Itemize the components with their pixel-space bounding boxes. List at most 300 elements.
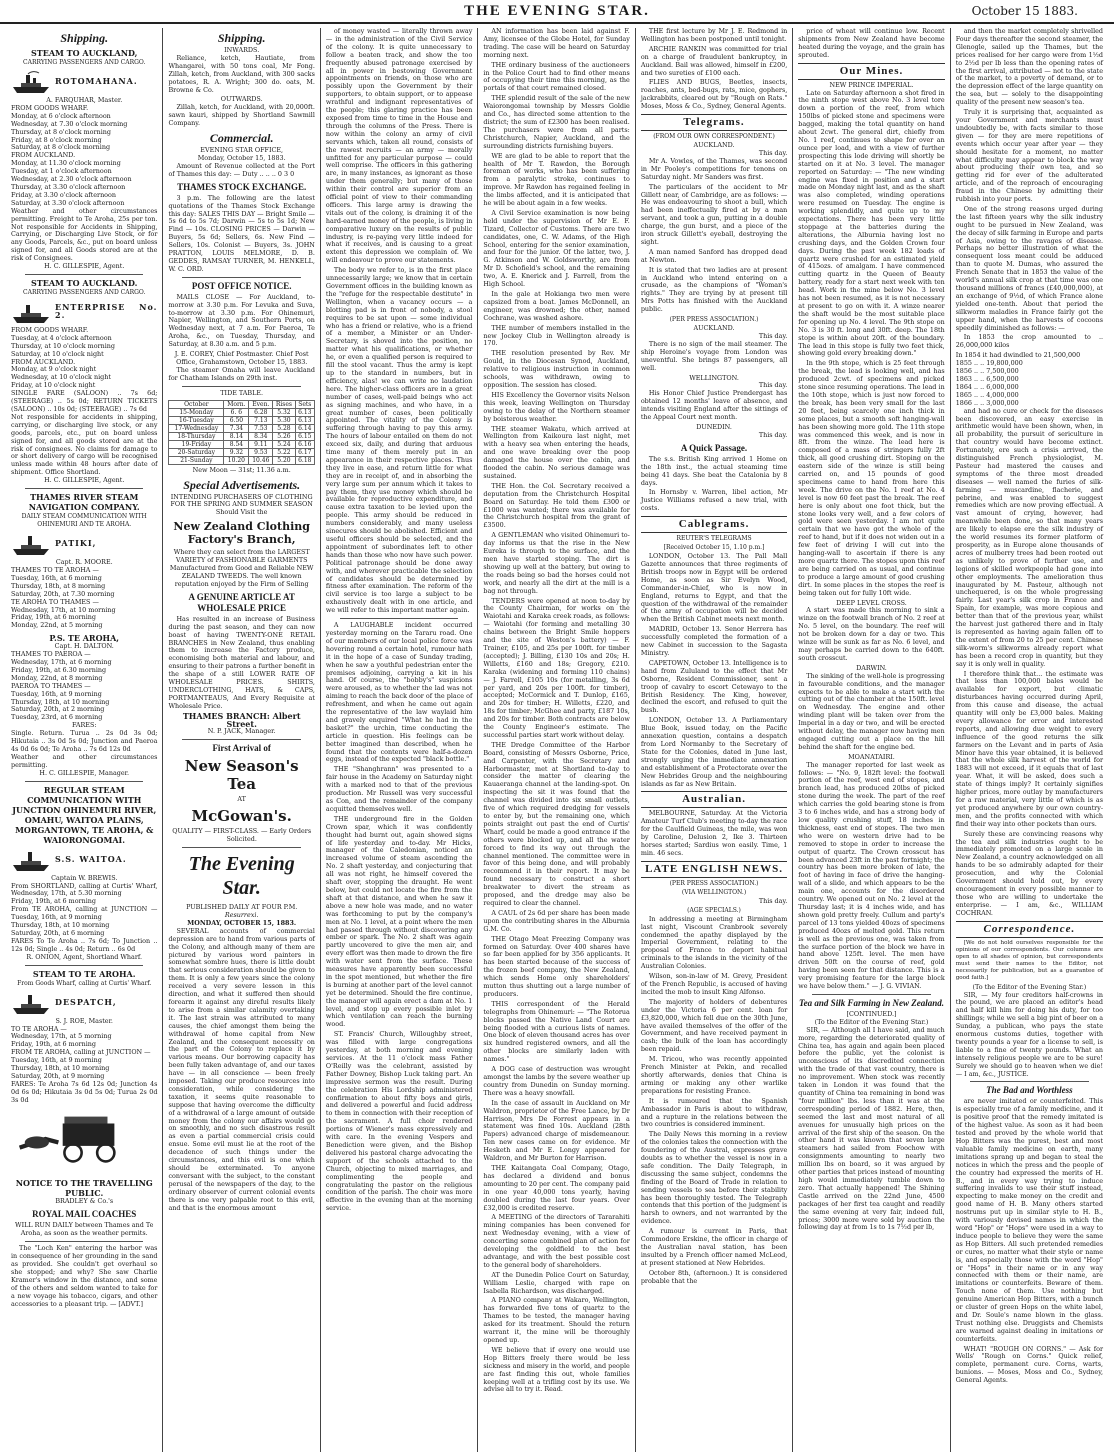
crop-row: 1864 .. .. 6,000,000: [955, 382, 1019, 391]
news-item: THE splendid result of the sale of the new Waiorongomai township by Messrs Goldie and Co., has directed some attention to the district; the sum of £2300 has been realised. The purchasers were from all parts: Christchurch, Napier, Auckland, and the surrounding districts furnishing buyers.: [483, 94, 630, 150]
tea-first: First Arrival of: [212, 743, 271, 754]
paper-motto: Resurrexi.: [224, 911, 259, 919]
ship-subtitle: From Goods Wharf, calling at Curtis' Wharf.: [17, 979, 152, 987]
vessel-master: Capt. H. DALTON.: [54, 642, 114, 651]
letter-continued: Truly it is surprising that, acquainted as your Government and merchants must undoubtedly be, with facts similar to those given — for they are mere repetitions of events which occur year after year — they should hesitate for a moment, no matter what difficulty may appear to block the way about producing their own tea, and so getting rid for ever of the adulterated article, and of the reproach of encouraging fraud in the Chinese by admitting their rubbish into your ports.: [955, 108, 1104, 204]
ship-agent: H. C. GILLESPIE, Agent.: [44, 262, 125, 271]
fares: Single. Return. Turua .. 2s 0d 3s 0d; Hikutaia .. 3s 0d 5s 0d; Junction and Paeroa 4s 0d 6s 0d; Te Aroha .. 7s 6d 12s 0d: [11, 729, 158, 753]
schedule-line: Friday, 19th, at 6.30 morning: [11, 665, 107, 674]
schedule-line: Saturday, at 10 o'clock night: [11, 349, 104, 358]
mail-coach-icon: [11, 1109, 157, 1169]
table-row: [169, 440, 314, 448]
australian-item: MELBOURNE, Saturday. At the Victoria Amateur Turf Club's meeting to-day the race for the Caulfield Guineas, the mile, was won by Caroline, Delusion 2, Ike 3. Thirteen horses started; Sardius won easily. Time, 1 min. 46 secs.: [640, 809, 788, 857]
schedule-line: Friday, at 10 o'clock night: [11, 381, 96, 390]
schedule-line: Monday, 22nd, at 8 morning: [11, 673, 103, 682]
schedule-line: Wednesday, at 2.30 o'clock afternoon: [11, 175, 132, 184]
news-item: In the case of assault in Auckland on Mr Waldron, proprietor of the Free Lance, by Dr Harrison, Mrs De Forrest appears in a statement was fined 10s. Auckland (28th Papers) advanced charge of misdemeanour. Ten new cases came on for evidence. Mr Hesketh and Mr E. Longy appeared for Waldron, and Mr Burton for Harrison.: [483, 1098, 630, 1163]
schedule-line: PAEROA TO THAMES —: [11, 681, 91, 690]
tide-cell: 18-Thursday: [169, 432, 224, 440]
post-sign: J. E. COREY, Chief Postmaster. Chief Post Office, Grahamstown, October 15, 1883.: [174, 350, 309, 366]
editorial-continued: of money wasted — literally thrown away — in the administration of the Civil Service of the colony. It is quite unnecessary to follow a beaten track, and show the too frequently abused patronage exercised by all in power in bestowing Government appointments on friends, on those who are possibly upon the Government by their supporters, to obtain support, or to appease wrathful and indignant representatives of the people; this glaring practice has been exposed from time to time in the House and through the columns of the Press. There is now within the colony an army of civil servants which, taken all round, consists of the rawest recruits — an army — morally unfitted for any particular purpose — could well comprise. The officers in this gathering are, in many instances, as ignorant as those under them generally; but many of those within their control are superior from an official point of view to their commanding officers. This large army is drawing the vitals out of the colony, is draining it of the hard-earned money of the people, is living in comparative luxury on the results of public industry, is re-paying very little indeed for what it receives, and is causing to a great extent this depression we complain of. We will endeavour to prove our statements.: [325, 28, 473, 265]
tide-cell: 19-Friday: [169, 440, 224, 448]
advertisement-story: The "Loch Ken" entering the harbor was in consequence of her grounding in the sand as provided. She couldn't get overhaul so she stopped; and why? She saw Charlie Kramer's window in the distance, and some of the others and seldom wanted to take for a new voyage his tobacco, cigars, and other accessories to a pleasant trip. — [ADVT.]: [11, 1244, 158, 1308]
dateline-day: This day.: [758, 381, 788, 390]
our-mines-header: Our Mines.: [798, 63, 944, 80]
telegrams-header: Telegrams.: [641, 114, 787, 131]
dateline-day: This day.: [758, 896, 788, 905]
fares: FARES To Te Aroha .. 7s 6d; To Junction .. 12s 0d; Single .. 4s 0d; Return .. 6s 0d: [11, 936, 158, 953]
schedule-line: Friday, at 8 o'clock morning: [11, 135, 102, 144]
column-1: [6, 28, 163, 1452]
news-item: THE steamer Wakatu, which arrived at Wellington from Kaikoura last night, met with a heavy sea when entering the heads, and one wave breaking over the poop damaged the house over the cabin, and flooded the cabin. No serious damage was sustained.: [483, 424, 630, 480]
ad-body2: Has resulted in an increase of Business during the past season, and they can now boast of having TWENTY-ONE RETAIL BRANCHES in New Zealand, thus enabling them to increase the Factory produce, economising both material and labour, and ensuring to their patrons a further benefit in the shape of a still LOWER RATE OF WHOLESALE PRICES. SHIRTS, UNDERCLOTHING, HATS, & CAPS, PORTMANTEAUS, And Every Requisite at Wholesale Price.: [168, 614, 315, 710]
tide-header-cell: Sets: [295, 400, 314, 408]
news-item: THE Hon. the Col. Secretary received a deputation from the Christchurch Hospital Board on Saturday. He told them £300 or £1000 was wanted; there was available for the Christchurch hospital from the grant of £3500.: [483, 481, 630, 530]
column-6: [793, 28, 950, 1452]
schedule-line: Wednesday, 17th, at 10 morning: [11, 605, 116, 614]
outwards-title: OUTWARDS.: [220, 95, 263, 104]
via-wellington: (VIA WELLINGTON.): [681, 888, 747, 896]
news-item: TENDERS were opened at noon to-day by the County Chairman, for works on the Waiotahi and Karaka creek roads, as follows: — Waiotahi (for forming and metalling 30 chains between the Bright Smile hoppers and the site of Weston's battery) — F. Trainer, £105, and 25s per 100ft. for timber (accepted); J. Billing, £130 10s and 20s; H. Willetts, £160 and 18s; Gregory, £210. Karaka (widening and forming 110 chains) — J. Farrell, £105 10s (for metalling, 3s 6d per yard, and 20s per 100ft. for timber), accepted; McCormick and T. Dunlop, £165, and 20s for timber; H. Willetts, £220, and 18s for timber; McGhee and party, £187 10s, and 20s for timber. Both contracts are below the County Engineer's estimate. The successful parties start work without delay.: [483, 596, 630, 739]
coach-name: ROYAL MAIL COACHES: [32, 1209, 137, 1220]
telegram-item: Mr A. Vowles, of the Thames, was second in Mr Pooley's competitions for tenons on Saturday night. Mr Sanders was first.: [640, 156, 788, 181]
news-item: THE Kaitangata Coal Company, Otago, has declared a dividend and bonus amounting to 20 per cent. The company paid in one year 40,000 tons yearly, having doubled during the last four years. Over £32,000 is credited reserve.: [483, 1163, 630, 1212]
schedule-line: Tuesday, 16th, at 9 morning: [11, 689, 102, 698]
schedule-line: Thursday, 18th, at 10 morning: [11, 697, 110, 706]
shipping-header: Shipping.: [217, 31, 266, 45]
correspondence-note: [We do not hold ourselves responsible for the opinions of our correspondents. Our columns are open to all shades of opinion, but correspondents must send their names to the Editor, not necessarily for publication, but as a guarantee of good faith.]: [955, 939, 1104, 981]
table-row: [169, 448, 314, 456]
tide-cell: 7.13: [249, 416, 273, 424]
schedule-line: Friday, 19th, at 6 morning: [11, 897, 96, 906]
schedule-line: Thursday, at 3.30 o'clock afternoon: [11, 182, 126, 191]
news-item: A GENTLEMAN who visited Ohinemuri to-day informs us that the rise in the New Eureka is through to the surface, and the men have started stoping. The dirt is showing up well at the battery, but owing to the roads being so bad the horses could not work, and nearly all the dirt at the mill is a bag not through.: [483, 531, 630, 595]
vessel-block: [11, 69, 157, 95]
schedule: [11, 105, 157, 208]
dateline: WELLINGTON.: [689, 373, 739, 382]
vessel-name: ROTOMAHANA.: [55, 76, 138, 87]
schedule-line: Friday, 19th, at 6 morning: [11, 1040, 96, 1049]
mine-report: The sinking of the well-hole is progressing in favourable conditions, and the manager expects to be able to make a start with the cutting out of the chamber at the 150ft. level on Wednesday. The engine and other winding plant will be taken over from the Imperial in a day or two, and will be erected without delay, the manager now having men engaged cutting out a place on the hill behind the shaft for the engine bed.: [798, 671, 945, 751]
schedule-line: Saturday, at 3.30 o'clock afternoon: [11, 198, 125, 207]
schedule-line: THAMES TO TE AROHA —: [11, 565, 99, 574]
schedule: [11, 651, 157, 722]
tide-cell: 8.14: [224, 432, 249, 440]
news-item: AN information has been laid against F. Amy, licensee of the Globe Hotel, for Sunday trading. The case will be heard on Saturday morning next.: [483, 28, 630, 59]
ship-agent: H. C. GILLESPIE, Agent.: [44, 476, 125, 485]
masthead: [0, 0, 1114, 24]
crop-row: 1865 .. .. 4,000,000: [955, 390, 1019, 399]
notice-sub: BRADLEY & Co.'s: [55, 1197, 114, 1206]
news-item: A PIANO company at Wakaro, Wellington, has forwarded five tons of quartz to the Thames to be tested, the manager having asked for its treatment. Should the return warrant it, the mine will be thoroughly opened up.: [483, 1296, 630, 1344]
ad-branch: THAMES BRANCH: Albert Street.: [182, 710, 301, 729]
tea-name: New Season's Tea: [184, 757, 299, 794]
crop-row: In 1854 it had dwindled to 21,500,000: [955, 351, 1081, 360]
tide-cell: 5.32: [273, 408, 296, 416]
outwards-text: Zillah, ketch, for Auckland, with 20,000ft. sawn kauri, shipped by Shortland Sawmill Company.: [168, 103, 315, 128]
letter-continued: Surely these are convincing reasons why the tea and silk industries ought to be immediately promoted on a large scale in New Zealand, a country acknowledged on all hands to be so admirably adapted for their prosecution, and why the Colonial Government should hold out, by every encouragement in every possible manner to those who are willing to undertake the enterprise. — I am, &c., WILLIAM COCHRAN.: [955, 829, 1104, 917]
steamship-icon: [11, 299, 51, 325]
schedule-line: Friday, at 3.30 o'clock afternoon: [11, 190, 116, 199]
inwards-text: Reliance, ketch, Hautiate, from Whangarei, with 50 tons coal, Mr Fong. Zillah, ketch, from Auckland, with 300 sacks potatoes, R. A. Wright; 300 do. oats, M. Browne & Co.: [168, 53, 315, 94]
schedule-line: Tuesday, 23rd, at 6 morning: [11, 713, 103, 722]
vessel-block: [11, 990, 157, 1016]
schedule-line: Saturday, 20th, at 9 morning: [11, 1071, 105, 1080]
telegram-item: The particulars of the accident to Mr Gillett near, of Cambridge, are as follows: — He was endeavouring to shoot a bull, which had been ineffectually fired at by a man servant, and took a gun, putting in a double charge, the gun burst, and a piece of the iron struck Gillett's eyeball, destroying the sight.: [640, 182, 788, 246]
news-item: ARCHIE RANKIN was committed for trial on a charge of fraudulent bankruptcy, in Auckland. Bail was allowed, himself in £200, and two sureties of £100 each.: [640, 44, 788, 77]
dateline: AUCKLAND.: [693, 141, 735, 150]
tide-table: [168, 400, 314, 465]
late-news-header: LATE ENGLISH NEWS.: [641, 861, 787, 878]
tide-cell: 8.54: [224, 440, 249, 448]
editorial: SEVERAL accounts of commercial depression are to hand from various parts of the Colony, and although many of them are pictured by various word painters in somewhat sombre hues, there is little doubt that serious consideration should be given to them. It is only a few years since the colony received a very severe lesson in this direction, and what it suffered then should forearm it against any direful results likely to arise from a similar calamity overtaking it. The last strain was attributed to many causes, the chief amongst them being the withdrawal of home capital from New Zealand, and the consequent necessity on the part of the Colony to replace it by various means. Our borrowing capacity has been fully taken advantage of, and our taxes have — in all conscience — been freely imposed. Taking our produce resources into consideration, while considering the taxation, it seems quite reasonable to suppose that having overcome the difficulty of a withdrawal of a large amount of outside money from the colony our affairs would go on smoothly, and no such disastrous result as even a partial commercial crisis could ensue. Some evil must lie at the root of the decadence of such things under the circumstances, and this evil is one which should be exterminated. To anyone conversant with the subject, to the constant perusal of the newspapers of the day, to the ordinary observer of current colonial events there is one very palpable root to this evil, and that is the enormous amount: [168, 926, 315, 1212]
letter-continued: I therefore think that... the estimate was that less than 100,000 bales would be available for export, but climatic disturbances having occurred during April, from this cause and disease, the actual quantity will only be £3,000 bales. Making every allowance for error and interested reports, and allowing due weight to every influence of the good returns the silk farmers on the Levant and in parts of Asia Minor have this year obtained, it is believed that the whole silk harvest of the world for 1883 will not exceed, if it equals that of last year. What, it will be asked, does such a state of things imply? It certainly signifies higher prices, more outlay by manufacturers for a raw material, very little of which is as yet produced anywhere by our own country-men, and the profits connected with which find their way into other pockets than ours.: [955, 669, 1104, 828]
news-item: A MEETING of the directors of Tararahiti mining companies has been convened for next Wednesday evening, with a view of concerting some combined plan of action for developing the goldfield to the best advantage, and with the best possible cost to the general body of shareholders.: [483, 1213, 630, 1269]
schedule-line: THAMES TO PAEROA —: [11, 650, 91, 659]
vessel-name: P.S. TE AROHA,: [49, 633, 120, 644]
schedule-line: Saturday, 20th, at 6 morning: [11, 928, 105, 937]
late-news-item: It is rumoured that the Spanish Ambassador in Paris is about to withdraw, and a rupture in the relations between the two countries is considered imminent.: [640, 1096, 788, 1129]
tide-header-cell: Rises: [273, 400, 296, 408]
post-text: MAILS CLOSE — For Auckland, to-morrow at 3.30 p.m. For Levuka and Suva, to-morrow at 3.30 p.m. For Ohinemuri, Napier, Wellington, and Southern Ports, on Wednesday next, at 7 a.m. For Paeroa, Te Aroha, &c., on Tuesday, Thursday, and Saturday, at 8.30 a.m. and 5 p.m.: [168, 292, 315, 349]
schedule-line: Wednesday, 17th, at 5 morning: [11, 1032, 112, 1041]
ship-agent: R. ONION, Agent, Shortland Wharf.: [26, 952, 143, 961]
office-date: Monday, October 15, 1883.: [197, 153, 286, 162]
tide-cell: 5.22: [273, 448, 296, 456]
schedule-line: Thursday, at 10 o'clock morning: [11, 341, 116, 350]
editorial-continued: The body we refer to, is in the first place unnecessarily large; we know that in certain Government offices in the building known as the "refuge for the respectable destitute" in Wellington, when a vacancy occurs — a blotting pad is in front of nobody, a stool requires to be sat upon — some individual who has a friend or relative, who is a friend of a member, a Minister or an Under-Secretary, is shoved into the position, no matter what his qualifications, or whether he, or even a qualified person is required to fill the stool vacant. Thus the army is kept up to the standard in numbers, but in efficiency, alas! we can write no laudation here. The higher-class officers are in a great number of cases, well-paid beings who act as signing machines, and who have, in a great number of cases, been politically appointed. The vitality of the Colony is suffering through having to pay this army. The hours of labour entailed on them do not exceed six, daily, and during that arduous time many of them merely put in an appearance in their respective places. Thus they live in ease, and return little for what they are in receipt of, and in absorbing the very large sum per annum which it takes to pay them, they use money which should be available for reproductive expenditure, and cause extra taxation to be levied upon the people. This army should be reduced in numbers considerably, and many useless sinecures should be abolished. Efficient and useful officers should be selected, and the appointment of subordinates left to other hands than those who now have such power. Political patronage should be done away with, and wherever practicable the selection of candidates should be determined by fitness after examination. The reform of the civil service is too large a subject to be exhaustively dealt with in one article, and we will refer to this important matter again.: [325, 266, 473, 615]
late-news-item: The Daily News this morning in a review of the colonies takes the connection with the foundering of the Austral, expresses grave doubts as to whether the vessel is now in a safe condition. The Daily Telegraph, in discussing the same subject, condemns the finding of the Board of Trade in relation to sending vessels to sea before their stability has been thoroughly tested. The Telegraph contends that this portion of the judgment is harsh to owners, and not warranted by the evidence.: [640, 1130, 788, 1226]
telegram-item: It is stated that two ladies are at present in Auckland who intend entering on a crusade, as the champions of "Woman's rights." They are trying by at present till Mrs Potts has finished with the Auckland public.: [640, 265, 788, 314]
letter-text: SIR, — My four creditors half-crowns in the pound, we are placed an editor's head and half kill him for doing his duty, for too shillings; while we sell a big pint of beer on a Sunday, a publican, who pays the state enormous customs duties, together with twenty pounds a year for a license to sell, is liable to a fine of twenty pounds. What an intensely religious people we are to be sure! Surely we should go to heaven when we die! — I am, &c., JUSTICE.: [955, 990, 1104, 1078]
page-columns: [6, 28, 1108, 1452]
received-time: [Received October 15, 1.10 p.m.]: [663, 544, 765, 552]
vessel-block: [11, 847, 157, 873]
vessel-name: S.S. WAITOA.: [55, 853, 127, 864]
fares-title: FARES:: [71, 721, 97, 730]
continued-label: [CONTINUED.]: [846, 1009, 897, 1018]
tide-cell: 20-Saturday: [169, 448, 224, 456]
ad-manager: N. P. JACK, Manager.: [207, 727, 276, 736]
australian-header: Australian.: [641, 791, 787, 808]
vessel-master: S. J. ROE, Master.: [55, 1016, 113, 1025]
post-title: POST OFFICE NOTICE.: [191, 280, 292, 291]
news-item: HIS Excellency the Governor visits Nelson this week, leaving Wellington on Thursday owing to the delay of the Northern steamer by boisterous weather.: [483, 390, 630, 423]
tide-cell: 6.14: [295, 424, 314, 432]
tide-cell: 6.18: [295, 456, 314, 464]
shipping-header: Shipping.: [60, 31, 109, 45]
telegrams-sub: (FROM OUR OWN CORRESPONDENT.): [653, 133, 775, 141]
ship-title: REGULAR STEAM COMMUNICATION WITH JUNCTION OHINEMURI RIVER, OMAHU, WAITOA PLAINS, MORGANTOWN, TE AROHA, & WAIORONGOMAI.: [12, 784, 157, 845]
crop-row: 1855 .. .. 19,800,000: [955, 359, 1023, 368]
ship-note: Weather and other circumstances permitting. Freight to Te Aroha, 25s per ton. Not responsible for Accidents in Shipping, Carrying, or Discharging Live Stock, or for any Goods, Parcels, &c., put on board unless signed for, and all Goods stored are at the risk of Consignees.: [11, 206, 158, 263]
tide-title: TIDE TABLE.: [220, 388, 264, 397]
tide-cell: 5.28: [273, 424, 296, 432]
news-item: THE Otago Meat Freezing Company was formed on Saturday. Over 400 shares have so far been applied for by 356 applicants. It has been started because of the success of the frozen beef company, the New Zealand, which sends Home only shareholders' mutton thus shutting out a large number of producers.: [483, 934, 630, 998]
schedule-line: Saturday, at 8 o'clock morning: [11, 143, 111, 152]
news-item: FLIES AND BUGS, Beetles, insects, roaches, ants, bed-bugs, rats, mice, gophers, jackrabbits, cleared out by "Rough on Rats." Moses, Moss & Co., Sydney, General Agents.: [640, 78, 788, 111]
vessel-master: A. FARQUHAR, Master.: [46, 96, 123, 104]
news-item: THE resolution presented by Rev. Mr Gould, in the Diocesan Synod, Auckland, relative to religious instruction in common schools, was withdrawn, owing to opposition. The session has closed.: [483, 349, 630, 389]
schedule-line: TO TE AROHA —: [11, 1024, 67, 1033]
tide-cell: 8.34: [249, 432, 273, 440]
news-item: THE number of members installed in the new Jockey Club in Wellington already is 170.: [483, 323, 630, 348]
schedule-line: Tuesday, at 1 o'clock afternoon: [11, 167, 112, 176]
late-news-item: A rumour is current in Paris, that Commodore Erskine, the officer in charge of the Australian naval station, has been insulted by a French officer named McLeod, at present stationed at New Hebrides.: [640, 1227, 788, 1267]
letter-to-editor: (To the Editor of the Evening Star.): [972, 982, 1087, 991]
steamship-icon: [11, 69, 51, 95]
steamship-icon: [11, 531, 51, 557]
issue-date: October 15 1883.: [971, 4, 1078, 18]
telegram-item: There is no sign of the mail steamer. The ship Heroine's voyage from London was uneventful. She brings 87 passengers, all well.: [640, 339, 788, 372]
ad-intro: INTENDING PURCHASERS OF CLOTHING FOR THE SPRING AND SUMMER SEASON Should Visit the: [170, 492, 313, 517]
dateline-day: This day.: [758, 430, 788, 439]
crop-list: [956, 352, 1103, 407]
age-specials: (AGE SPECIALS.): [687, 906, 741, 914]
quick-passage-title: A Quick Passage.: [680, 442, 748, 453]
steamship-icon: [11, 990, 51, 1016]
crop-row: 1866 .. .. 3,000,000: [955, 398, 1019, 407]
cable-item: CAPETOWN, October 13. Intelligence is to hand from Zululand to the effect that Mr Osborne, Resident Commissioner, sent a troop of cavalry to escort Cetewayo to the British Residency. The King, however, declined the escort, and refused to quit the bush.: [640, 658, 788, 715]
schedule-line: Saturday, 20th, at 7.30 morning: [11, 589, 115, 598]
tide-cell: 10.20: [224, 456, 249, 464]
coach-text: WILL RUN DAILY between Thames and Te Aroha, as soon as the weather permits.: [15, 1221, 154, 1238]
exchange-text: 3 p.m. The following are the latest quotations of the Thames Stock Exchange this day: SALES THIS DAY — Bright Smile — 5s 6d to 5s 7d; Darwin — 5s to 5s 1d; New Find — 10s. CLOSING PRICES — Darwin — Buyers, 5s 6d; Sellers, 6s. New Find — Sellers, 10s. Colonist — Buyers, 3s. JOHN PRATTON, LOUIS MELMORE, D. B. GEDDES, RAMSAY TURNER, M. HENKELL, W. C. ORD.: [168, 193, 315, 273]
news-item: A Civil Service examination is now being held under the supervision of Mr E. F. Tizard, Collector of Customs. There are two candidates, one, C. W. Adams, of the High School, entering for the senior examination, and four for the junior. Of the latter, two, J. G. Atkinson and W. Goldsworthy, are from Mr D. Schofield's school, and the remaining two, A. E. Knerick and J. Farrell, from the High School.: [483, 208, 630, 289]
vessel-block: [11, 531, 157, 557]
tide-cell: 7.53: [249, 424, 273, 432]
tide-cell: 9.32: [224, 448, 249, 456]
schedule: [11, 567, 157, 630]
schedule-line: FROM AUCKLAND.: [11, 151, 76, 160]
steamship-icon: [11, 847, 51, 873]
letter-continued: and had no cure or check for the diseases been discovered, an easy exercise in arithmetic would have been shown, when, in all probability, the pursuit of sericulture in that country would have become extinct. Fortunately, ere such a crisis arrived, the distinguished French physiologist, M. Pasteur had mastered the causes and symptoms of the three most dreaded diseases — well named the furies of silk-farming — muscardine, flacherie, and pebrine, and was enabled to suggest remedies which are now proving effectual. A vast amount of crying, however, had meanwhile been done, so that many years are likely to elapse ere the silk industry of the world resumes its former platform of prosperity, as in Europe alone thousands of acres of mulberry trees had been rooted out as unlikely to prove of further use, and legions of skilled workpeople had gone into other employments. The amelioration thus inaugurated by M. Pasteur, although not unchequered, is on the whole progressing fairly. Last year's silk crop in France and Spain, for example, was more copious and better than that of the previous year, whilst the harvest just gathered there and in Italy is represented as having again fallen off to the extent of from 20 to 25 per cent. Chinese silk-worm's silkworms already report what has been a record crop in quantity, but they say it is only well in quality.: [955, 406, 1104, 668]
dateline-day: This day.: [758, 148, 788, 157]
mine-title: NEW PRINCE IMPERIAL.: [829, 80, 914, 89]
dateline: DUNEDIN.: [696, 422, 732, 431]
vessel-name: ENTERPRISE No. 2.: [55, 302, 158, 320]
tide-cell: 15-Monday: [169, 408, 224, 416]
column-3: [321, 28, 478, 1452]
tide-cell: 5.26: [273, 432, 296, 440]
news-item: In the gale at Hokianga two men were capsized from a boat. James McDonnell, an engineer, was drowned; the other, named Cochrane, was washed ashore.: [483, 290, 630, 322]
letter-to-editor: (To the Editor of the Evening Star.): [814, 1017, 929, 1026]
news-item: A DOG case of destruction was wrought amongst the lambs by the severe weather up country from Dunedin on Sunday morning. There was a heavy snowfall.: [483, 1065, 630, 1097]
letter-continued: One of the strong reasons urged during the last fifteen years why the silk industry ought to be pursued in New Zealand, was the decay of silk farming in Europe and parts of Asia, owing to the ravages of disease. Perhaps no better illustration of what the consequent loss meant could be adduced than to quote M. Dumas, who assured the French Senate that in 1853 the value of the world's annual silk crop at that time was one thousand millions of francs (£40,000,000), at an exchange of 9½d, of which France alone yielded one-tenth. About that period the silkworm maladies in France fairly got the upper hand, when the harvests of cocoons speedily diminished as follows: —: [955, 204, 1104, 332]
crop-row: 1863 .. .. 6,500,000: [955, 374, 1019, 383]
paper-nameplate: The Evening Star.: [188, 853, 295, 900]
table-row: [169, 416, 314, 424]
mine-report: In the 9th stope, which is 25 feet through the break, the lead is looking well, and has produced 2cwt. of specimens and picked stone since resuming operations. The lead in the 10th stope, which is just now forced to the break, has been very small for the last 20 feet, being scarcely one inch thick in some places, but a smooth soft hanging-wall has been showing more gold. The 11th stope was commenced this week, and is now in 8ft. from the winze. The lead here is composed of a mass of stringers fully 2ft thick, all good crushing dirt. Stoping on the eastern side of the winze is still being carried on, and 15 pounds of good specimens came to hand from here this week. The drive on the No. 1 reef at No. 4 level is now 60 feet past the break. The reef here is only about one foot thick, but the stone looks very well, and a few colors of gold were seen yesterday. I am not quite certain that we have got the whole of the reef to hand, but if it does not widen out in a few feet of driving I will cut into the hanging-wall to ascertain if there is any more quartz there. The stopes upon this reef are being carried on as usual, and continue to produce a large amount of good crushing dirt. In some places in the stopes the reef is being taken out for fully 10ft wide.: [798, 359, 945, 597]
vessel-name: PATIKI,: [55, 538, 97, 549]
ad-body: Where they can select from the LARGEST VARIETY of FASHIONABLE GARMENTS Manufactured from Good and Reliable NEW ZEALAND TWEEDS. The well known reputation enjoyed by the Firm of Selling: [169, 548, 314, 588]
tide-cell: 6.17: [295, 448, 314, 456]
tea-quality: QUALITY — FIRST-CLASS. — Early Orders Solicited.: [172, 827, 312, 844]
schedule-line: Monday, at 11.30 o'clock morning: [11, 159, 121, 168]
commercial-header: Commercial.: [209, 131, 274, 146]
late-news-item: Wilson, son-in-law of M. Grevy, President of the French Republic, is accused of having incited the mob to insult King Alfonso.: [640, 972, 788, 996]
late-news-item: The majority of holders of debentures under the Victoria 6 per cent. loan for £3,820,000, which fell due on the 30th June, have availed themselves of the offer of the Government, and have received payment in cash; the bulk of the loan has accordingly been repaid.: [640, 997, 788, 1054]
crop-statistic: In 1853 the crop amounted to .. 26,000,000 kilos: [955, 333, 1104, 350]
tide-cell: 10.46: [249, 456, 273, 464]
news-item: THE underground fire in the Golden Crown spar, which it was confidently thought had burnt out, again showed signs of life yesterday and to-day. Mr Hicks, manager of the Caledonian, noticed an increased volume of steam ascending the No. 2 shaft yesterday, and conjecturing that all was not right, he himself covered the shaft over, stopping the draught. He went below, but could not locate the fire from the shaft at that distance, and when he saw it above a new hole was made, and no water was forthcoming to put by the company's men at No. 1 level, at a point where the men had passed through without discovering any ember or spark. The No. 2 shaft was again partly uncovered to give the men air, and every effort was then made to drown the fire with water sent from the surface. These measures have apparently been successful in the spot mentioned, but whether the fire is burning at another part of the level cannot yet be determined. Should the fire continue, the manager will again erect a dam at No. 1 level, and stop up every possible inlet by which ventilation can reach the burning wood.: [325, 814, 473, 1029]
schedule-line: Wednesday, 17th, at 6 morning: [11, 658, 112, 667]
tide-cell: 16-Tuesday: [169, 416, 224, 424]
schedule-line: FROM GOODS WHARF.: [11, 103, 89, 112]
tide-head-row: [169, 400, 314, 408]
schedule-line: FROM AUCKLAND.: [11, 357, 76, 366]
ship-title: THAMES RIVER STEAM NAVIGATION COMPANY.: [28, 492, 140, 513]
cable-item: LONDON, October 13. The Pall Mall Gazette announces that three regiments of British troops now in Egypt will be ordered Home, as soon as Sir Evelyn Wood, Commander-in-Chief, who is now in England, returns to Egypt, and that the question of the withdrawal of the remainder of the army of occupation will be decided when the British Cabinet meets next month.: [640, 552, 788, 624]
ship-agent: H. C. GILLESPIE, Manager.: [39, 768, 130, 777]
notice-title: NOTICE TO THE TRAVELLING PUBLIC.: [15, 1178, 153, 1199]
paper-date: MONDAY, OCTOBER 15, 1883.: [187, 918, 297, 927]
schedule-line: Friday, 19th, at 6 morning: [11, 613, 96, 622]
tide-header-cell: October: [169, 400, 224, 408]
ad-name: New Zealand Clothing Factory's Branch,: [173, 520, 310, 547]
mine-report: The manager reported for last week as follows: — "No. 9, 182ft level: the footwall portion of the reef, west end of stopes, and branch lead, has produced 20lbs of picked stone during the week. The part of the reef which carries the gold bearing stone is from 3 to 6 inches wide, and has a strong body of low quality crushing stuff, 18 inches in thickness, east end of stopes. The two men who were on western drive had to be removed to stope in order to increase the output of quartz. The Crown crosscut has been advanced 23ft in the past fortnight; the country has been more broken of late, the foot of having in face of drive the hanging-wall of a slide, and which appears to be the main one, accounts for the disordered country. We opened out on No. 2 level at the Thursday last; it is 4 inches wide, and has shown gold pretty freely. Cullum and party's parcel of 13 tons yielded 40ozs of specimens produced 40ozs of melted gold. This return is well as the previous one, was taken from the surface portion of the block we have in hand above 125ft. level. The men have driven 50ft on the course of reef, gold having been seen for that distance. This is a very promising feature for the large block we have below them." — J. G. VIVIAN.: [798, 760, 945, 991]
schedule-line: Tuesday, at 4 o'clock afternoon: [11, 333, 112, 342]
tide-note: New Moon — 31st; 11.36 a.m.: [192, 465, 291, 474]
schedule-line: Tuesday, 16th, at 9 morning: [11, 1056, 102, 1065]
advertisement-text: WHAT! "ROUGH ON CORNS." — Ask for Wells' "Rough on Corns." Quick relief, complete, permanent cure. Corns, warts, bunions. — Moses, Moss and Co., Sydney, General Agents.: [955, 1344, 1104, 1385]
tea-silk-header: Tea and Silk Farming in New Zealand.: [799, 997, 944, 1008]
tide-cell: 6.13: [295, 408, 314, 416]
schedule-line: From TE AROHA, calling at JUNCTION — Tuesday, 16th, at 9 morning: [11, 905, 158, 922]
advertisement-text: are never imitated or counterfeited. This is especially true of a family medicine, and it is positive proof that the remedy imitated is of the highest value. As soon as it had been tested and proved by the whole world that Hop Bitters was the purest, best and most valuable family medicine on earth, many imitations sprang up and began to steal the notices in which the press and the people of the country had expressed the merits of H. B., and in every way trying to induce suffering invalids to use their stuff instead, expecting to make money on the credit and good name of H. B. Many others started nostrums put up in similar style to H. B., with variously devised names in which the word "Hop" or "Hops" were used in a way to induce people to believe they were the same as Hop Bitters. All such pretended remedies or cures, no matter what their style or name is, and especially those with the word "Hop" or "Hops" in their name or in any way connected with them or their name, are imitations or counterfeits. Beware of them. Touch none of them. Use nothing but genuine American Hop Bitters, with a bunch or cluster of green Hops on the white label, and Dr. Soule's name blown in the glass. Trust nothing else. Druggists and Chemists are warned against dealing in imitations or counterfeits.: [955, 1097, 1104, 1343]
schedule-line: Thursday, 18th, at 10 morning: [11, 921, 110, 930]
table-row: [169, 408, 314, 416]
schedule: [11, 883, 157, 938]
fares: FARES: Te Aroha 7s 6d 12s 0d; Junction 4s 0d 6s 0d; Hikutaia 3s 0d 5s 0d; Turua 2s 0d 3s 0d: [11, 1079, 158, 1104]
tide-header-cell: Even.: [249, 400, 273, 408]
telegram-item: In Hornsby v. Warren, libel action, Mr Justice Williams refused a new trial, with costs.: [640, 488, 788, 513]
paper-published: PUBLISHED DAILY AT FOUR P.M.: [186, 903, 298, 912]
press-association: (PER PRESS ASSOCIATION.): [669, 316, 759, 324]
schedule-line: FROM TE AROHA, calling at JUNCTION —: [11, 1048, 151, 1057]
late-news-item: October 8th, (afternoon.) It is considered probable that the: [640, 1268, 788, 1285]
tide-cell: 6.50: [224, 416, 249, 424]
ship-subtitle: DAILY STEAM COMMUNICATION WITH OHINEMURI AND TE AROHA.: [21, 513, 147, 529]
tide-cell: 6.16: [295, 440, 314, 448]
schedule-line: Thursday, 18th, at 10 morning: [11, 1064, 110, 1073]
tide-cell: 17-Wednesday: [169, 424, 224, 432]
ad-genuine: A GENUINE ARTICLE AT WHOLESALE PRICE: [188, 591, 295, 613]
fares: SINGLE FARE (SALOON) .. 7s 6d; (STEERAGE) .. 5s 0d; RETURN TICKETS (SALOON) .. 10s 0d; (STEERAGE) .. 7s 6d: [11, 389, 158, 413]
inwards-title: INWARDS.: [224, 46, 260, 54]
tea-at: AT: [237, 795, 246, 804]
tide-cell: 5.20: [273, 456, 296, 464]
news-item: WE are glad to be able to report that the health of Mr T. Rawdon, the Borough foreman of works, who has been suffering from a paralytic stroke, continues to improve. Mr Rawdon has regained feeling in the limbs affected, and it is anticipated that he will be about again in a few weeks.: [483, 151, 630, 208]
special-ads-header: Special Advertisements.: [183, 477, 301, 492]
reuters: REUTER'S TELEGRAMS: [676, 535, 752, 543]
tide-cell: 5.24: [273, 440, 296, 448]
news-item: A LAUGHABLE incident occurred yesterday morning on the Tararu road. One of our members of our local police force was hovering round a certain hotel, rumour hath it in the hope of a case of Sunday trading, when he saw a youthful pedestrian enter the premises adjoining, carrying a kit in his hand. Of course, the "bobby's" suspicions were aroused, as to whether the lad was not aiming to reach the back door of the place of refreshment, and when he came out again the representative of the law waylaid him and gravely enquired "What he had in the basket?" the urchin, time conducting the article in question. His feelings can be better imagined than described, when he found that the contents were half-a-dozen eggs, instead of the expected "black bottle.": [325, 621, 473, 764]
schedule-line: Wednesday, at 10 o'clock night: [11, 373, 111, 382]
office-title: EVENING STAR OFFICE,: [200, 146, 284, 155]
cable-item: LONDON, October 13. A Parliamentary Blue Book, issued today, on the Pacific annexation question, contains a despatch from Lord Normanby to the Secretary of State for the Colonies, dated in June last, strongly urging the immediate annexation and establishment of a Protectorate over the New Hebrides Group and the neighbouring islands as far as New Britain.: [640, 716, 788, 788]
mine-title: DEEP LEVEL CROSS.: [836, 598, 907, 607]
telegram-item: The s.s. British King arrived 1 Home on the 18th inst., the actual steaming time being 41 days. She beat the Catalonia by 8 days.: [640, 454, 788, 487]
ship-title: STEAM TO AUCKLAND.: [30, 277, 138, 288]
schedule-line: Thursday, 18th, at 8 morning: [11, 581, 106, 590]
cablegrams-header: Cablegrams.: [641, 516, 787, 533]
dateline: AUCKLAND.: [693, 324, 735, 333]
vessel-block: [11, 299, 157, 325]
schedule-line: Monday, at 9 o'clock night: [11, 365, 97, 374]
schedule: [11, 1026, 157, 1081]
schedule-line: TE AROHA TO THAMES —: [11, 597, 99, 606]
vessel-name: DESPATCH,: [55, 996, 117, 1007]
schedule-line: Thursday, at 8 o'clock morning: [11, 127, 111, 136]
news-item: THE "Shanghrann" was presented to a fair house in the Academy on Saturday night with a marked nod to that of the previous production. Mr Russell was very successful as Con, and the remainder of the company acquitted themselves well.: [325, 765, 473, 813]
tea-shop: McGowan's.: [191, 807, 292, 826]
ship-subtitle: CARRYING PASSENGERS AND CARGO.: [23, 288, 146, 296]
table-row: [169, 432, 314, 440]
letter-continued: and then the market completely shrivelled Four days thereafter the second steamer, the Glenogle, sailed up the Thames, but the prices realised for her cargo were from 1½d to 2½d per lb less than the opening rates of the first arrival, attributed — not to the state of the market, to a poverty of demand, or to the depression effect of the large quantity on the sea, but — solely to the disappointing quality of the present new season's tea.: [955, 28, 1104, 107]
late-news-item: In addressing a meeting at Birmingham last night, Viscount Cranbrook severely condemned the apathy displayed by the Imperial Government, relating to the proposal of France to deport habitual criminals to the islands in the vicinity of the Australian Colonies.: [640, 914, 788, 971]
news-item: WE believe that if every one would use Hop Bitters freely there would be less sickness and misery in the world, and people are fast finding this out, whole families keeping well at a trifling cost by its use. We advise all to try it. Read.: [483, 1345, 630, 1394]
tide-cell: 6. 6: [224, 408, 249, 416]
post-extra: The steamer Omaha will leave Auckland for Chatham Islands on 29th inst.: [168, 365, 315, 382]
tide-cell: 6.28: [249, 408, 273, 416]
tide-cell: 21-Sunday: [169, 456, 224, 464]
schedule-line: FROM GOODS WHARF.: [11, 325, 89, 334]
mine-title: MOANATAIRI.: [848, 752, 895, 761]
schedule-line: Monday, 22nd, at 5 morning: [11, 621, 103, 630]
news-item: THE first lecture by Mr J. E. Redmond in Wellington has been postponed until tonight.: [640, 28, 788, 43]
news-item: THE Dredge Committee of the Harbor Board, consisting of Messrs Osborne, Price, and Carpenter, with the Secretary and Harbormaster, met at Shortland to-day to consider the matter of clearing the Kauaeranga channel at the landing-spot. On inspecting the sit it was found that the channel was divided into six small outlets, five of which required dredging for vessels to enter by, but the remaining one, which points straight out past the end of Curtis' Wharf, could be made a good entrance if the others were blocked up, and all the water forced to find its way out through the channel mentioned. The committee were in favor of this being done, and will probably recommend it in their report. It may be found necessary to construct a short breakwater to divert the stream as proposed, and the dredge may also be required to clear the channel.: [483, 740, 630, 907]
cable-item: MADRID, October 13. Senor Herrera has successfully completed the formation of a new Cabinet in succession to the Sagasta Ministry.: [640, 625, 788, 657]
exchange-title: THAMES STOCK EXCHANGE.: [177, 181, 307, 192]
news-item: AT the Dunedin Police Court on Saturday, William Leslie, charged with rape on Isabella Richardson, was discharged.: [483, 1270, 630, 1295]
news-item: THE ordinary business of the auctioneers in the Police Court had to find other means of occupying their time this morning, as the portals of that court remained closed.: [483, 60, 630, 93]
schedule-line: Wednesday, at 7.30 o'clock morning: [11, 119, 128, 128]
tide-cell: 6.13: [295, 416, 314, 424]
mine-title: DARWIN.: [856, 663, 887, 672]
mine-report: Late on Saturday afternoon a shot fired in the ninth stope west above No. 3 level tore down a portion of the reef, from which 150lbs of picked stone and specimens were bagged, making the total quantity on hand about 2cwt. The general dirt, chiefly from No. 1 reef, continues to shape for over an ounce per load, and with a view of further prospecting this lode driving will shortly be started on it at No. 3 level. The manager reported on Saturday: — "The new winding engine was fixed in position and a start made on Monday night last, and as the shaft was also completed, winding operations were resumed on Tuesday. The engine is working splendidly, and quite up to my expectations. There has been very little stoppage at the batteries during the alterations, the Alburnia having lost no crushing days, and the Golden Crown four days. During the past week 182 loads of quartz were crushed for an estimated yield of 415ozs. of amalgam. I have commenced cutting quartz in the Queen of Beauty battery, ready for a start next week with ten head. Work in the mine below No. 3 level has not been resumed, as it is not necessary at present to go on with it. A winze nearer the shaft would be the most suitable place for opening up No. 4 level. The 9th stope on No. 3 is 30 ft. long and 30ft. deep. The 18th stope is within about 20ft. of the boundary. The lead in this stope is fully two feet thick, showing gold every breaking down.": [798, 88, 945, 358]
office-text: Amount of Revenue collected at the Port of Thames this day: — Duty .. .. .. 0 3 0: [168, 161, 315, 178]
news-item: A CAUL of 2s 6d per share has been made upon the contributing shares in the Alburnia G.M. Co.: [483, 908, 630, 933]
telegram-item: His Honor Chief Justice Prendergast has obtained 12 months' leave of absence, and intends visiting England after the sittings of the Appeal Court next month.: [640, 389, 788, 422]
ship-title: STEAM TO TE AROHA.: [32, 968, 136, 979]
dateline-day: This day.: [758, 332, 788, 340]
ship-subtitle: CARRYING PASSENGERS AND CARGO.: [23, 59, 146, 66]
correspondence-header: Correspondence.: [956, 921, 1103, 938]
column-5: [636, 28, 793, 1452]
vessel-master: Captain W. BREWIS.: [51, 873, 118, 882]
bad-worthless-header: The Bad and Worthless: [986, 1085, 1073, 1096]
table-row: [169, 456, 314, 464]
ship-note: Weather and other circumstances permitting.: [11, 752, 158, 769]
schedule-line: From SHORTLAND, calling at Curtis' Wharf, Wednesday, 17th, at 5.30 morning: [11, 881, 158, 898]
schedule-line: Saturday, 20th, at 2 morning: [11, 705, 105, 714]
tide-cell: 5.30: [273, 416, 296, 424]
letter-text: SIR, — Although all I have said, and much more, regarding the deteriorated quality of China tea, has again and again been placed before the public, yet the colonist is unconscious of its discredited connection with the trade of that vast country, there is no improvement. When stock was recently taken in London it was found that the quantity of China tea remaining in bond was "four million" lbs. less than it was at the corresponding period of 1882. Here, then, seemed the last and most natural of all avenues for unusually high prices on the arrival of the first ship of the season. On the other hand it was known that seven large steamers had sailed from Foochow with consignments amounting to nearly two million lbs on board, so it was argued by other parties that prices instead of mounting high would immediately tumble down to zero. That actually happened! The Shining Castle arrived on the 22nd June, 4500 packages of her first tea caught and readily the same evening at very fair, indeed full, prices; 3000 more were sold by auction the following day at from 1s to 1s 7½d per lb,: [798, 1025, 945, 1232]
table-row: [169, 424, 314, 432]
tide-cell: 9.11: [249, 440, 273, 448]
column-7: [951, 28, 1108, 1452]
mine-report: A start was made this morning to sink a winze on the footwall branch of No. 2 reef at No. 5 level, on the boundary. The reef will not be broken down for a day or two. This winze will be sunk as far as No. 6 level, and may perhaps be carried down to the 640ft. south crosscut.: [798, 606, 945, 662]
column-4: [478, 28, 635, 1452]
news-item: price of wheat will continue low. Recent shipments from New Zealand have become heated during the voyage, and the grain has sprouted.: [798, 28, 945, 59]
crop-row: 1856 .. .. 7,500,000: [955, 367, 1019, 376]
tide-cell: 7.34: [224, 424, 249, 432]
vessel-master: Capt. R. MOORE.: [55, 558, 113, 567]
late-news-item: M. Tricou, who was recently appointed French Minister at Pekin, and recalled shortly afterwards, denies that China is arming or making any other warlike preparations for resisting France.: [640, 1055, 788, 1095]
schedule-line: Monday, at 6 o'clock afternoon: [11, 111, 111, 120]
tide-cell: 6.15: [295, 432, 314, 440]
